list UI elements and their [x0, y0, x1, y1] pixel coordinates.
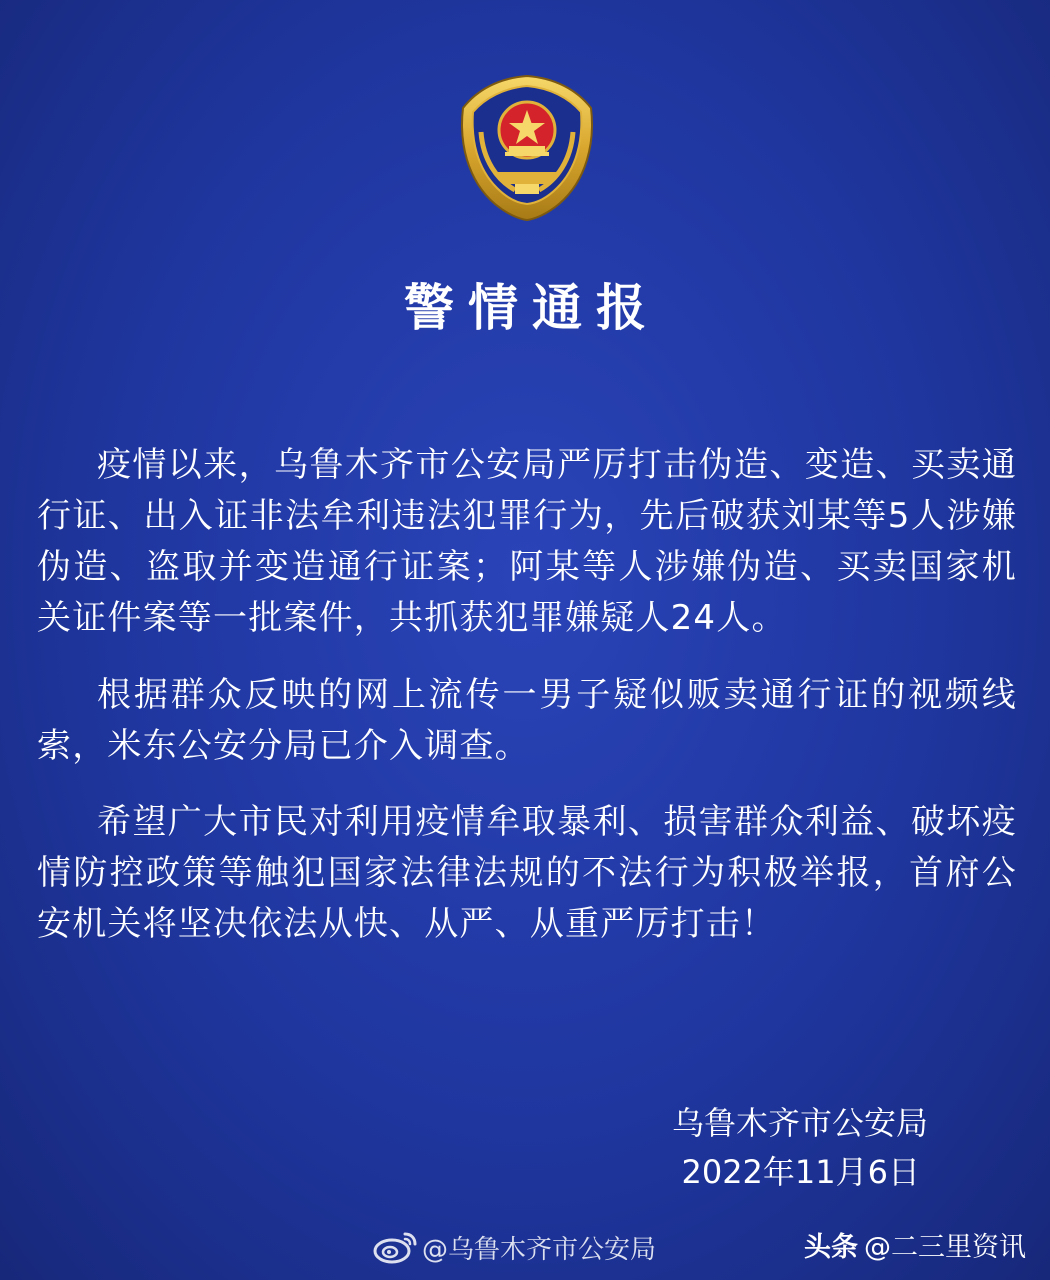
signature-org: 乌鲁木齐市公安局	[671, 1104, 928, 1142]
weibo-watermark	[372, 1227, 656, 1267]
toutiao-brand: 头条	[804, 1231, 858, 1263]
weibo-account: @乌鲁木齐市公安局	[422, 1234, 657, 1265]
police-emblem-icon	[457, 72, 597, 222]
notice-paragraph-3: 希望广大市民对利用疫情牟取暴利、损害群众利益、破坏疫情防控政策等触犯国家法律法规的不法行为积极举报，首府公安机关将坚决依法从快、从严、从重严厉打击！	[37, 802, 1017, 944]
notice-paragraph-2: 根据群众反映的网上流传一男子疑似贩卖通行证的视频线索，米东公安分局已介入调查。	[37, 675, 1017, 766]
signature-date: 2022年11月6日	[681, 1153, 920, 1191]
toutiao-watermark	[804, 1224, 1026, 1264]
notice-paragraph-1: 疫情以来，乌鲁木齐市公安局严厉打击伪造、变造、买卖通行证、出入证非法牟利违法犯罪行为，先后破获刘某等5人涉嫌伪造、盗取并变造通行证案；阿某等人涉嫌伪造、买卖国家机关证件案等一批案件，共抓获犯罪嫌疑人24人。	[37, 445, 1017, 638]
weibo-icon	[372, 1230, 418, 1264]
notice-title: 警情通报	[404, 279, 660, 337]
toutiao-account: @二三里资讯	[864, 1231, 1026, 1263]
